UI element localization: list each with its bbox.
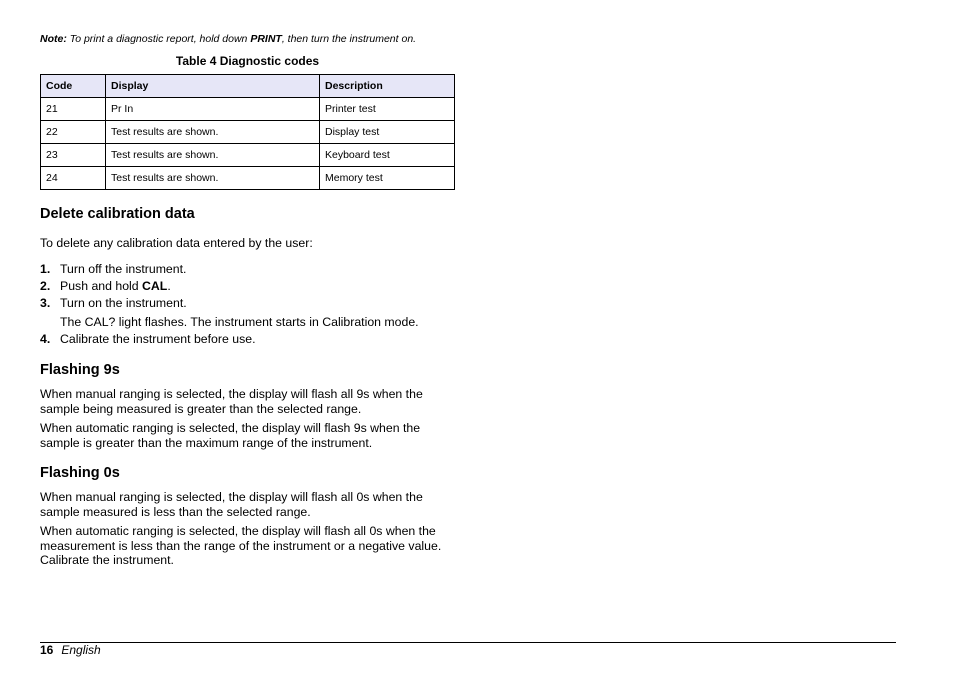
cell-display: Test results are shown. <box>106 121 320 144</box>
delete-calibration-heading: Delete calibration data <box>40 206 195 222</box>
flashing-0s-heading: Flashing 0s <box>40 465 120 481</box>
step-text: Calibrate the instrument before use. <box>60 332 256 346</box>
note-label: Note: <box>40 33 67 45</box>
step-3-result-note: The CAL? light flashes. The instrument starts in Calibration mode. <box>60 315 419 329</box>
cell-code: 23 <box>41 144 106 167</box>
step-item <box>40 332 256 346</box>
delete-calibration-intro: To delete any calibration data entered by the user: <box>40 236 313 250</box>
cell-description: Display test <box>320 121 455 144</box>
cell-display: Test results are shown. <box>106 167 320 190</box>
note-text-before: To print a diagnostic report, hold down <box>66 33 251 45</box>
table-header-row <box>41 75 455 98</box>
step-text: Turn on the instrument. <box>60 296 187 310</box>
step-text-before: Push and hold <box>60 279 143 293</box>
page-number: 16 <box>40 643 54 657</box>
flashing-9s-para-1: When manual ranging is selected, the display will flash all 9s when the sample being measured is greater than the selected range. <box>40 387 423 416</box>
footer-divider <box>40 642 896 643</box>
table-caption: Table 4 Diagnostic codes <box>175 54 320 68</box>
table-row <box>41 121 455 144</box>
step-key: CAL <box>142 279 168 293</box>
step-number: 1. <box>40 262 51 276</box>
step-item <box>40 262 186 276</box>
step-item <box>40 296 187 310</box>
cell-description: Memory test <box>320 167 455 190</box>
step-item <box>40 279 171 293</box>
header-code: Code <box>41 75 106 98</box>
flashing-9s-para-2: When automatic ranging is selected, the display will flash 9s when the sample is greater than the maximum range of the instrument. <box>40 421 421 450</box>
diagnostic-codes-table <box>40 74 455 190</box>
step-text: Turn off the instrument. <box>60 262 187 276</box>
step-text-after: . <box>167 279 171 293</box>
cell-description: Keyboard test <box>320 144 455 167</box>
step-number: 3. <box>40 296 51 310</box>
cell-display: Pr In <box>106 98 320 121</box>
cell-description: Printer test <box>320 98 455 121</box>
cell-code: 24 <box>41 167 106 190</box>
cell-code: 21 <box>41 98 106 121</box>
header-description: Description <box>320 75 455 98</box>
flashing-9s-heading: Flashing 9s <box>40 362 120 378</box>
step-number: 4. <box>40 332 51 346</box>
print-note <box>40 33 416 45</box>
cell-code: 22 <box>41 121 106 144</box>
table-row <box>41 144 455 167</box>
cell-display: Test results are shown. <box>106 144 320 167</box>
flashing-0s-para-2: When automatic ranging is selected, the display will flash all 0s when the measurement is less than the range of the instrument or a negative value. Calibrate the instrument. <box>40 524 442 568</box>
table-row <box>41 98 455 121</box>
header-display: Display <box>106 75 320 98</box>
page-footer <box>40 643 101 657</box>
step-number: 2. <box>40 279 51 293</box>
flashing-0s-para-1: When manual ranging is selected, the display will flash all 0s when the sample measured is less than the selected range. <box>40 490 423 519</box>
note-key: PRINT <box>250 33 282 45</box>
note-text-after: , then turn the instrument on. <box>281 33 417 45</box>
table-row <box>41 167 455 190</box>
footer-language: English <box>61 643 101 657</box>
